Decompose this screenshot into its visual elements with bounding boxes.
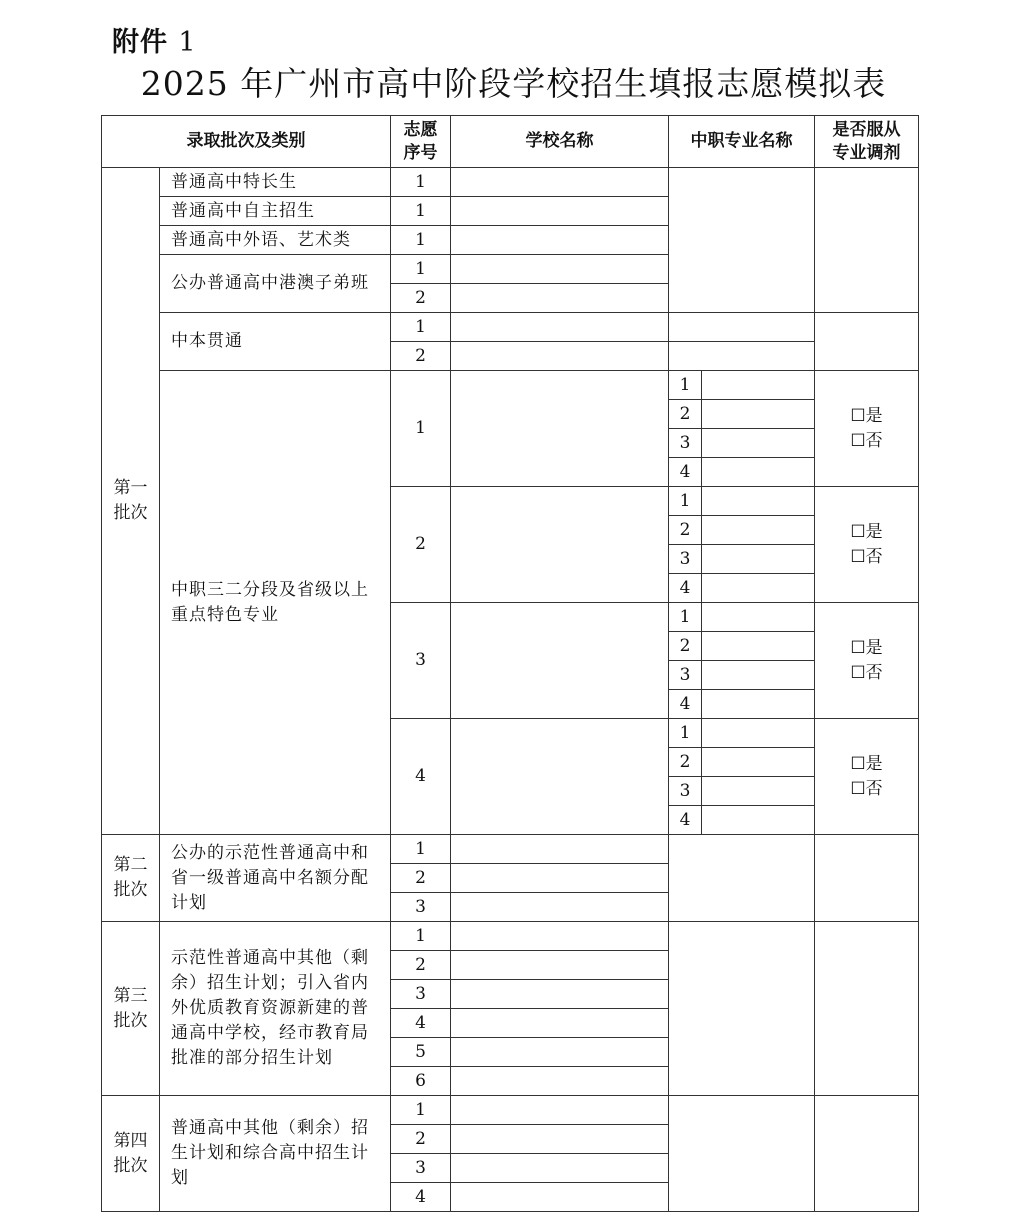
header-order: 志愿 序号 [391, 116, 451, 168]
order-number: 4 [391, 1009, 451, 1038]
school-name-field[interactable] [451, 1009, 669, 1038]
header-row [102, 116, 919, 168]
school-name-field[interactable] [451, 1183, 669, 1212]
major-name-field[interactable] [702, 719, 815, 748]
checkbox-no[interactable]: ☐否 [850, 546, 883, 567]
school-name-field[interactable] [451, 168, 669, 197]
adjust-choice[interactable] [815, 371, 919, 487]
header-adjust: 是否服从 专业调剂 [815, 116, 919, 168]
checkbox-no[interactable]: ☐否 [850, 662, 883, 683]
school-name-field[interactable] [451, 1038, 669, 1067]
order-number: 1 [391, 168, 451, 197]
major-order-number: 2 [669, 400, 702, 429]
major-order-number: 4 [669, 806, 702, 835]
attachment-label: 附件 1 [112, 27, 197, 58]
batch1-label: 第一 批次 [102, 168, 160, 835]
checkbox-yes[interactable]: ☐是 [850, 405, 883, 426]
school-name-field[interactable] [451, 313, 669, 342]
table-row [102, 1096, 919, 1125]
school-name-field[interactable] [451, 893, 669, 922]
major-name-field[interactable] [702, 806, 815, 835]
adjust-choice[interactable] [815, 487, 919, 603]
major-order-number: 3 [669, 661, 702, 690]
major-order-number: 4 [669, 690, 702, 719]
category-quota-allocation: 公办的示范性普通高中和省一级普通高中名额分配计划 [160, 835, 391, 922]
checkbox-no[interactable]: ☐否 [850, 778, 883, 799]
school-name-field[interactable] [451, 487, 669, 603]
school-name-field[interactable] [451, 835, 669, 864]
order-number: 2 [391, 951, 451, 980]
category-special-talent: 普通高中特长生 [160, 168, 391, 197]
header-category: 录取批次及类别 [102, 116, 391, 168]
category-self-enrollment: 普通高中自主招生 [160, 197, 391, 226]
major-order-number: 2 [669, 516, 702, 545]
school-name-field[interactable] [451, 1096, 669, 1125]
major-blank [669, 922, 815, 1096]
major-order-number: 1 [669, 719, 702, 748]
major-name-field[interactable] [702, 603, 815, 632]
school-name-field[interactable] [451, 1154, 669, 1183]
table-row [102, 835, 919, 864]
table-row [102, 922, 919, 951]
category-vocational: 中职三二分段及省级以上 重点特色专业 [160, 371, 391, 835]
order-number: 1 [391, 255, 451, 284]
major-name-field[interactable] [702, 690, 815, 719]
order-number: 1 [391, 313, 451, 342]
application-form-table [101, 115, 919, 1212]
major-name-field[interactable] [702, 545, 815, 574]
major-order-number: 2 [669, 748, 702, 777]
adjust-blank [815, 313, 919, 371]
order-number: 1 [391, 922, 451, 951]
adjust-choice[interactable] [815, 719, 919, 835]
header-school: 学校名称 [451, 116, 669, 168]
category-zhongben: 中本贯通 [160, 313, 391, 371]
category-language-arts: 普通高中外语、艺术类 [160, 226, 391, 255]
major-name-field[interactable] [702, 632, 815, 661]
order-number: 3 [391, 603, 451, 719]
checkbox-yes[interactable]: ☐是 [850, 637, 883, 658]
school-name-field[interactable] [451, 284, 669, 313]
order-number: 2 [391, 487, 451, 603]
adjust-blank [815, 835, 919, 922]
major-order-number: 1 [669, 487, 702, 516]
batch3-label: 第三 批次 [102, 922, 160, 1096]
major-name-field[interactable] [702, 429, 815, 458]
major-order-number: 4 [669, 574, 702, 603]
major-blank [669, 835, 815, 922]
school-name-field[interactable] [451, 371, 669, 487]
major-name-field[interactable] [702, 458, 815, 487]
school-name-field[interactable] [451, 226, 669, 255]
category-hk-macao-class: 公办普通高中港澳子弟班 [160, 255, 391, 313]
table-row [102, 168, 919, 197]
major-order-number: 4 [669, 458, 702, 487]
school-name-field[interactable] [451, 980, 669, 1009]
order-number: 1 [391, 835, 451, 864]
order-number: 1 [391, 1096, 451, 1125]
major-order-number: 1 [669, 603, 702, 632]
school-name-field[interactable] [451, 342, 669, 371]
school-name-field[interactable] [451, 1067, 669, 1096]
checkbox-no[interactable]: ☐否 [850, 430, 883, 451]
batch4-label: 第四 批次 [102, 1096, 160, 1212]
table-row [102, 371, 919, 400]
school-name-field[interactable] [451, 255, 669, 284]
checkbox-yes[interactable]: ☐是 [850, 521, 883, 542]
order-number: 3 [391, 893, 451, 922]
major-name-field[interactable] [702, 661, 815, 690]
order-number: 1 [391, 371, 451, 487]
major-order-number: 2 [669, 632, 702, 661]
batch2-label: 第二 批次 [102, 835, 160, 922]
major-order-number: 3 [669, 777, 702, 806]
major-name-field[interactable] [702, 574, 815, 603]
major-name-field[interactable] [702, 516, 815, 545]
school-name-field[interactable] [451, 922, 669, 951]
order-number: 4 [391, 719, 451, 835]
order-number: 2 [391, 864, 451, 893]
major-name-field[interactable] [702, 400, 815, 429]
major-name-field[interactable] [702, 777, 815, 806]
category-remaining-plans: 示范性普通高中其他（剩余）招生计划；引入省内外优质教育资源新建的普通高中学校，经市教育局批准的部分招生计划 [160, 922, 391, 1096]
school-name-field[interactable] [451, 1125, 669, 1154]
school-name-field[interactable] [451, 951, 669, 980]
order-number: 3 [391, 1154, 451, 1183]
major-name-field[interactable] [702, 748, 815, 777]
order-number: 1 [391, 197, 451, 226]
major-name-field[interactable] [702, 487, 815, 516]
adjust-blank [815, 922, 919, 1096]
school-name-field[interactable] [451, 719, 669, 835]
category-general-comprehensive: 普通高中其他（剩余）招生计划和综合高中招生计划 [160, 1096, 391, 1212]
major-blank [669, 168, 815, 313]
order-number: 2 [391, 342, 451, 371]
adjust-choice[interactable] [815, 603, 919, 719]
school-name-field[interactable] [451, 603, 669, 719]
order-number: 3 [391, 980, 451, 1009]
checkbox-yes[interactable]: ☐是 [850, 753, 883, 774]
major-name-field[interactable] [669, 313, 815, 342]
order-number: 6 [391, 1067, 451, 1096]
adjust-blank [815, 168, 919, 313]
table-row [102, 313, 919, 342]
major-order-number: 3 [669, 545, 702, 574]
school-name-field[interactable] [451, 197, 669, 226]
major-order-number: 1 [669, 371, 702, 400]
major-name-field[interactable] [669, 342, 815, 371]
order-number: 4 [391, 1183, 451, 1212]
adjust-blank [815, 1096, 919, 1212]
major-name-field[interactable] [702, 371, 815, 400]
page-title: 2025 年广州市高中阶段学校招生填报志愿模拟表 [140, 64, 887, 103]
major-order-number: 3 [669, 429, 702, 458]
order-number: 1 [391, 226, 451, 255]
order-number: 2 [391, 284, 451, 313]
header-major: 中职专业名称 [669, 116, 815, 168]
order-number: 5 [391, 1038, 451, 1067]
major-blank [669, 1096, 815, 1212]
school-name-field[interactable] [451, 864, 669, 893]
order-number: 2 [391, 1125, 451, 1154]
